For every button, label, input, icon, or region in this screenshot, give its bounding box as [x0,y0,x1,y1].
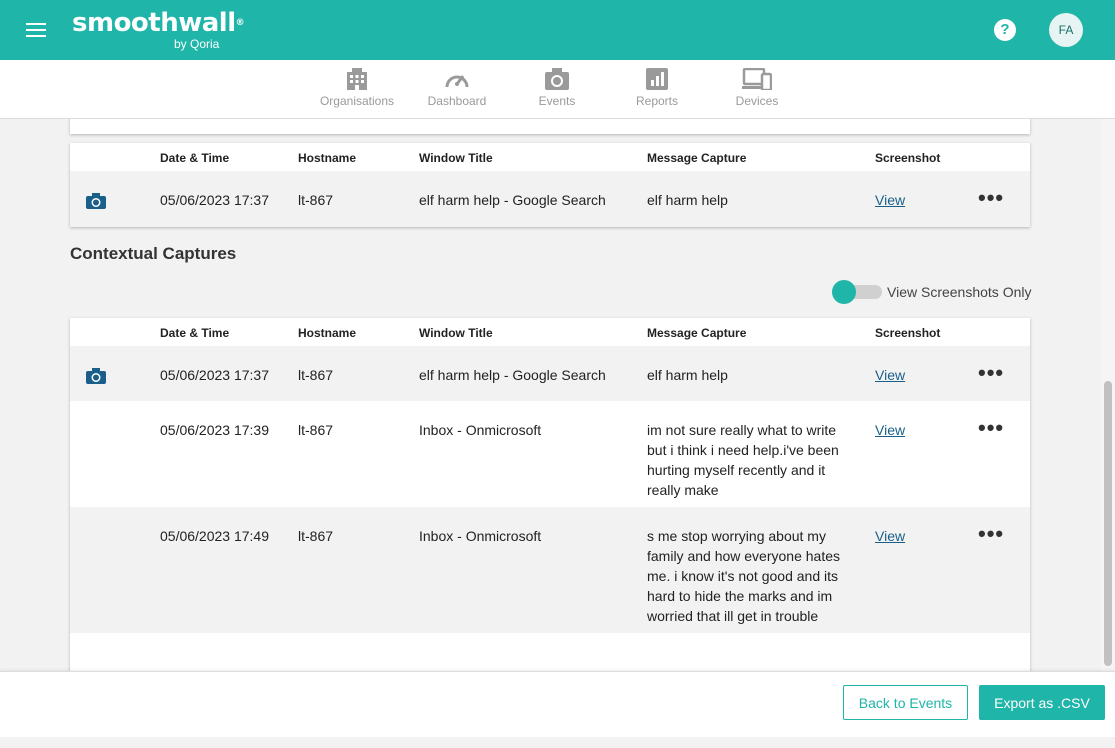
nav-label: Dashboard [427,94,487,108]
brand-logo[interactable] [72,8,245,51]
more-options-icon[interactable]: ••• [978,521,1005,546]
col-screenshot: Screenshot [875,326,941,340]
back-to-events-button[interactable]: Back to Events [843,685,968,720]
export-csv-button[interactable]: Export as .CSV [979,685,1105,720]
more-options-icon[interactable]: ••• [978,185,1005,210]
chart-icon [645,68,669,90]
nav-organisations[interactable] [307,68,407,108]
col-screenshot: Screenshot [875,151,941,165]
registered-mark: ® [235,18,245,28]
toggle-label: View Screenshots Only [887,284,1032,300]
bottom-strip [0,737,1115,748]
row-message: elf harm help [647,192,728,208]
event-table [70,143,1030,227]
nav-devices[interactable] [707,68,807,108]
row-message: elf harm help [647,367,728,383]
col-window-title: Window Title [419,151,493,165]
previous-card [70,119,1030,134]
camera-icon[interactable] [86,368,106,384]
row-date: 05/06/2023 17:37 [160,192,269,208]
nav-label: Events [538,94,576,108]
row-window-title: Inbox - Onmicrosoft [419,528,542,544]
view-screenshot-link[interactable]: View [875,367,906,383]
row-hostname: lt-867 [298,192,334,208]
row-date: 05/06/2023 17:49 [160,528,269,544]
table-row[interactable] [70,507,1030,633]
menu-icon[interactable] [26,23,46,37]
speedometer-icon [444,68,470,90]
avatar[interactable]: FA [1049,13,1083,47]
top-bar [0,0,1115,60]
row-window-title: elf harm help - Google Search [419,367,606,383]
table-header [70,318,1030,346]
nav-dashboard[interactable] [407,68,507,108]
view-screenshot-link[interactable]: View [875,422,906,438]
col-date-time: Date & Time [160,151,230,165]
more-options-icon[interactable]: ••• [978,415,1005,440]
nav-events[interactable] [507,68,607,108]
col-window-title: Window Title [419,326,493,340]
col-date-time: Date & Time [160,326,230,340]
table-row[interactable] [70,346,1030,401]
brand-name: smoothwall [72,8,236,38]
camera-icon [544,68,570,90]
nav-label: Reports [635,94,679,108]
building-icon [345,68,369,90]
scrollbar-thumb[interactable] [1104,381,1112,666]
row-message: s me stop worrying about my family and how everyone hates me. i know it's not good and its hard to hide the marks and im worried that ill get in trouble [647,528,840,624]
section-title: Contextual Captures [70,244,237,263]
row-message: im not sure really what to write but i think i need help.i've been hurting myself recently and it really make [647,422,839,498]
more-options-icon[interactable]: ••• [978,360,1005,385]
screenshots-only-toggle[interactable] [832,280,882,304]
col-message-capture: Message Capture [647,151,747,165]
col-hostname: Hostname [298,151,357,165]
contextual-table [70,318,1030,672]
nav-label: Organisations [319,94,395,108]
nav-bar [0,60,1115,119]
col-hostname: Hostname [298,326,357,340]
row-date: 05/06/2023 17:39 [160,422,269,438]
row-hostname: lt-867 [298,528,334,544]
footer-bar [0,671,1115,737]
brand-subtitle: by Qoria [174,37,220,51]
row-hostname: lt-867 [298,422,334,438]
devices-icon [742,68,772,90]
main-content [0,119,1100,672]
table-row[interactable] [70,401,1030,507]
row-window-title: Inbox - Onmicrosoft [419,422,542,438]
row-window-title: elf harm help - Google Search [419,192,606,208]
view-screenshot-link[interactable]: View [875,192,906,208]
help-icon[interactable]: ? [994,19,1016,41]
table-header [70,143,1030,171]
col-message-capture: Message Capture [647,326,747,340]
scrollbar[interactable] [1101,119,1115,672]
nav-reports[interactable] [607,68,707,108]
row-hostname: lt-867 [298,367,334,383]
nav-label: Devices [735,94,779,108]
table-row[interactable] [70,171,1030,227]
row-date: 05/06/2023 17:37 [160,367,269,383]
camera-icon[interactable] [86,193,106,209]
view-screenshot-link[interactable]: View [875,528,906,544]
